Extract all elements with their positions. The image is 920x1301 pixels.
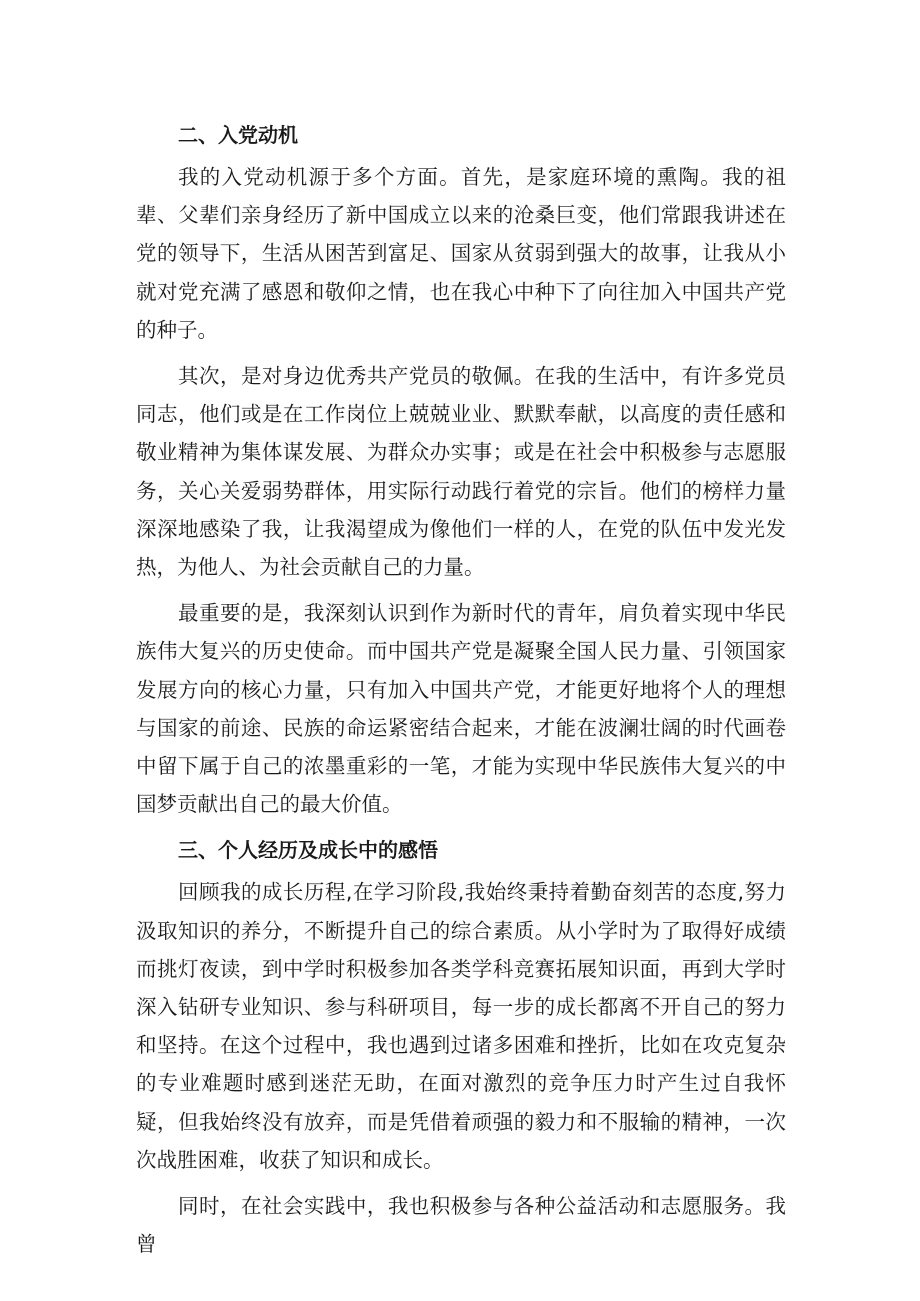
paragraph-youth-mission: 最重要的是，我深刻认识到作为新时代的青年，肩负着实现中华民族伟大复兴的历史使命。而中国共产党是凝聚全国人民力量、引领国家发展方向的核心力量，只有加入中国共产党，才能更好地将个人的理想与国家的前途、民族的命运紧密结合起来，才能在波澜壮阔的时代画卷中留下属于自己的浓墨重彩的一笔，才能为实现中华民族伟大复兴的中国梦贡献出自己的最大价值。 — [136, 601, 786, 817]
paragraph-study-growth: 回顾我的成长历程,在学习阶段,我始终秉持着勤奋刻苦的态度,努力汲取知识的养分，不断提升自己的综合素质。从小学时为了取得好成绩而挑灯夜读，到中学时积极参加各类学科竞赛拓展知识面，再到大学时深入钻研专业知识、参与科研项目，每一步的成长都离不开自己的努力和坚持。在这个过程中，我也遇到过诸多困难和挫折，比如在攻克复杂的专业难题时感到迷茫无助，在面对激烈的竞争压力时产生过自我怀疑，但我始终没有放弃，而是凭借着顽强的毅力和不服输的精神，一次次战胜困难，收获了知识和成长。 — [136, 880, 786, 1172]
document-body — [136, 116, 786, 1271]
section-heading-personal-growth: 三、个人经历及成长中的感悟 — [178, 838, 438, 863]
paragraph-family-influence: 我的入党动机源于多个方面。首先，是家庭环境的熏陶。我的祖辈、父辈们亲身经历了新中国成立以来的沧桑巨变，他们常跟我讲述在党的领导下，生活从困苦到富足、国家从贫弱到强大的故事，让我从小就对党充满了感恩和敬仰之情，也在我心中种下了向往加入中国共产党的种子。 — [136, 165, 786, 342]
section-heading-motivation: 二、入党动机 — [178, 123, 298, 147]
paragraph-admiration-of-members: 其次，是对身边优秀共产党员的敬佩。在我的生活中，有许多党员同志，他们或是在工作岗位上兢兢业业、默默奉献，以高度的责任感和敬业精神为集体谋发展、为群众办实事；或是在社会中积极参与志愿服务，关心关爱弱势群体，用实际行动践行着党的宗旨。他们的榜样力量深深地感染了我，让我渴望成为像他们一样的人，在党的队伍中发光发热，为他人、为社会贡献自己的力量。 — [136, 364, 786, 580]
paragraph-social-practice: 同时，在社会实践中，我也积极参与各种公益活动和志愿服务。我曾 — [136, 1194, 786, 1257]
